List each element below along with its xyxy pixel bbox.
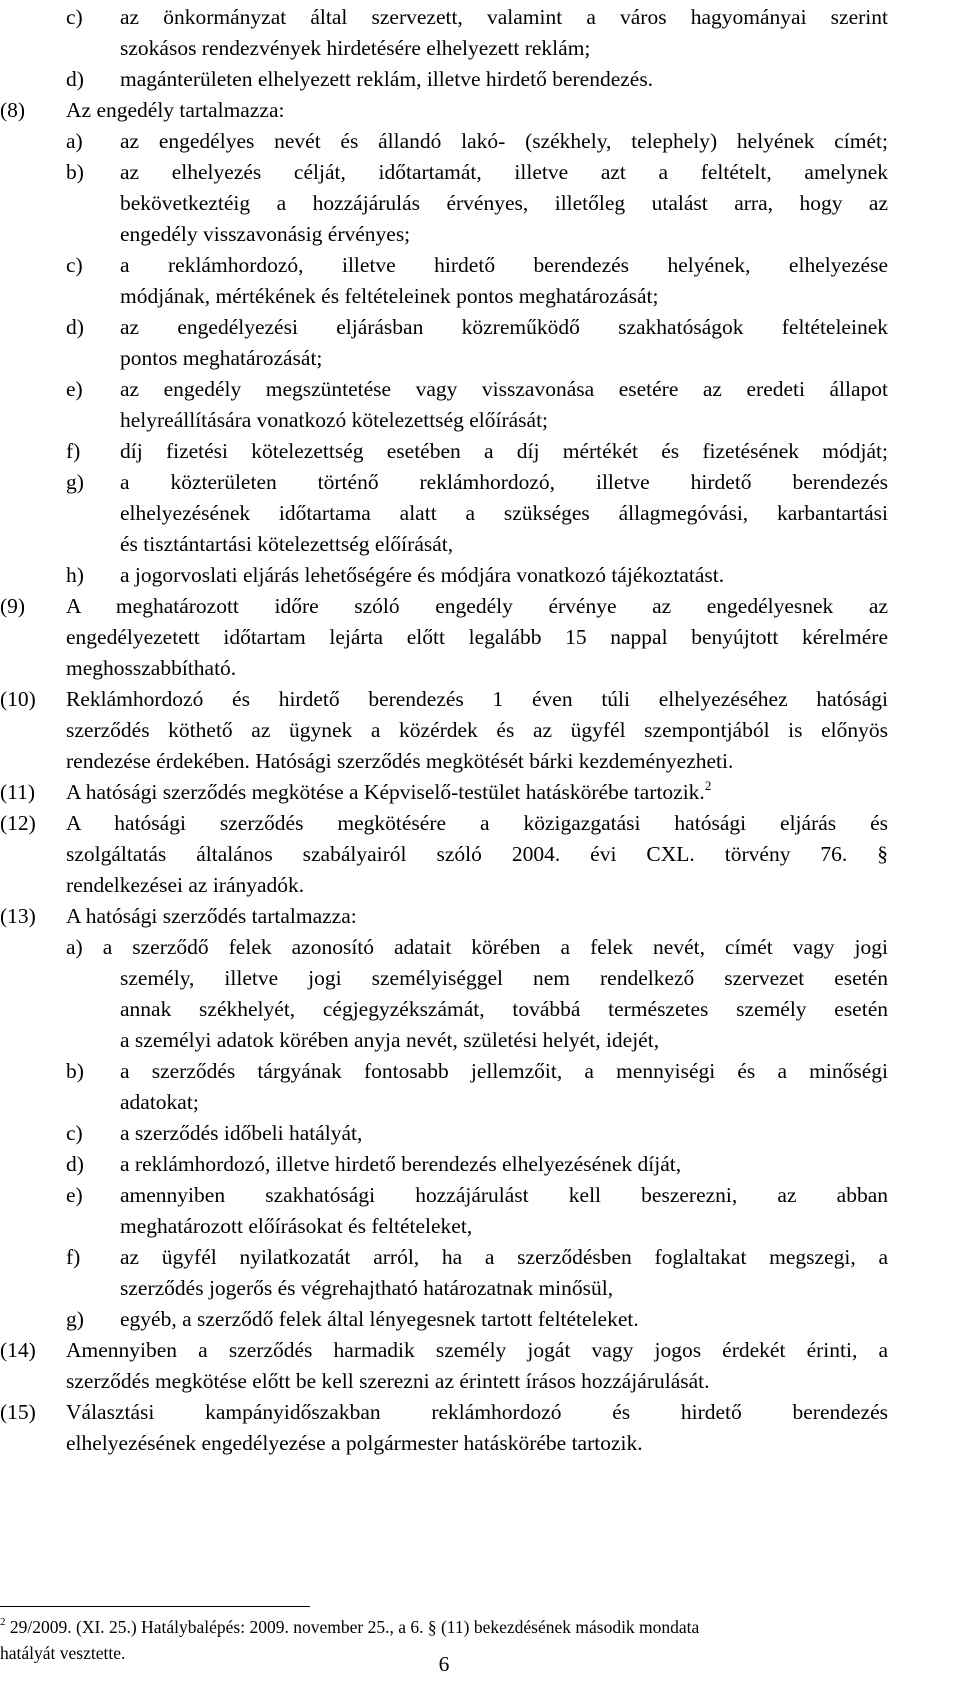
line-text [66, 1397, 888, 1428]
text-line [0, 870, 960, 901]
text-line [0, 188, 960, 219]
line-text [66, 95, 888, 126]
line-text-content: Amennyiben a szerződés harmadik személy jogát vagy jogos érdekét érinti, a [66, 1338, 888, 1362]
line-text-content: szokásos rendezvények hirdetésére elhelyezett reklám; [120, 36, 591, 60]
line-text-content: az engedélyezési eljárásban közreműködő szakhatóságok feltételeinek [120, 315, 888, 339]
line-text [120, 467, 888, 498]
line-text [66, 1428, 888, 1459]
line-text-content: módjának, mértékének és feltételeinek pontos meghatározását; [120, 284, 659, 308]
line-text-content: az önkormányzat által szervezett, valamint a város hagyományai szerint [120, 5, 888, 29]
text-line [0, 498, 960, 529]
line-text-content: rendezése érdekében. Hatósági szerződés megkötését bárki kezdeményezheti. [66, 749, 734, 773]
line-text [120, 281, 888, 312]
line-text-content: A hatósági szerződés megkötése a Képviselő-testület hatáskörébe tartozik. [66, 780, 705, 804]
text-line [0, 1149, 960, 1180]
line-text [120, 343, 888, 374]
line-text-content: pontos meghatározását; [120, 346, 323, 370]
text-line [0, 1428, 960, 1459]
text-line [0, 715, 960, 746]
list-item-label: d) [66, 315, 84, 339]
text-line [0, 1180, 960, 1211]
list-item-label: e) [66, 377, 83, 401]
text-line [0, 1087, 960, 1118]
text-line [0, 591, 960, 622]
line-text [120, 1242, 888, 1273]
line-text [120, 498, 888, 529]
text-line [0, 343, 960, 374]
line-text [66, 746, 888, 777]
text-line [0, 684, 960, 715]
line-text-content: a jogorvoslati eljárás lehetőségére és módjára vonatkozó tájékoztatást. [120, 563, 725, 587]
line-text [120, 963, 888, 994]
line-text-content: amennyiben szakhatósági hozzájárulást kell beszerezni, az abban [120, 1183, 888, 1207]
list-item-label: e) [66, 1183, 83, 1207]
line-text-content: szolgáltatás általános szabályairól szóló 2004. évi CXL. törvény 76. § [66, 842, 888, 866]
line-text [120, 126, 888, 157]
paragraph-number: (8) [0, 98, 26, 122]
text-line [0, 1056, 960, 1087]
line-text [66, 839, 888, 870]
line-text-content: a reklámhordozó, illetve hirdető berendezés elhelyezésének díját, [120, 1152, 682, 1176]
text-line [0, 932, 960, 963]
line-text [120, 405, 888, 436]
line-text-content: A hatósági szerződés tartalmazza: [66, 904, 357, 928]
line-text [120, 1211, 888, 1242]
text-line [0, 560, 960, 591]
line-text-content: elhelyezésének időtartama alatt a szükséges állagmegóvási, karbantartási [120, 501, 888, 525]
text-line [0, 126, 960, 157]
paragraph-number: (12) [0, 811, 36, 835]
text-line [0, 250, 960, 281]
line-text [120, 33, 888, 64]
text-line [0, 746, 960, 777]
line-text-content: helyreállítására vonatkozó kötelezettség előírását; [120, 408, 549, 432]
list-item-label: g) [66, 1307, 84, 1331]
line-text-content: a reklámhordozó, illetve hirdető berendezés helyének, elhelyezése [120, 253, 888, 277]
list-item-label: f) [66, 439, 81, 463]
line-text-content: az elhelyezés célját, időtartamát, illetve azt a feltételt, amelynek [120, 160, 888, 184]
line-text-content: rendelkezései az irányadók. [66, 873, 305, 897]
list-item-label: c) [66, 253, 83, 277]
list-item-label: b) [66, 160, 84, 184]
text-line [0, 467, 960, 498]
line-text [120, 1087, 888, 1118]
line-text-content: a szerződés időbeli hatályát, [120, 1121, 363, 1145]
line-text-content: elhelyezésének engedélyezése a polgármester hatáskörébe tartozik. [66, 1431, 643, 1455]
line-text [120, 560, 888, 591]
list-item-label: d) [66, 1152, 84, 1176]
text-line [0, 901, 960, 932]
line-text-content: díj fizetési kötelezettség esetében a díj mértékét és fizetésének módját; [120, 439, 888, 463]
line-text-content: annak székhelyét, cégjegyzékszámát, továbbá természetes személy esetén [120, 997, 888, 1021]
line-text [120, 1180, 888, 1211]
list-item-label: b) [66, 1059, 84, 1083]
line-text [66, 715, 888, 746]
paragraph-number: (10) [0, 687, 36, 711]
line-text [120, 374, 888, 405]
line-text-content: A hatósági szerződés megkötésére a közigazgatási hatósági eljárás és [66, 811, 888, 835]
line-text [120, 1304, 888, 1335]
line-text-content: szerződés megkötése előtt be kell szerezni az érintett írásos hozzájárulását. [66, 1369, 710, 1393]
paragraph-number: (11) [0, 780, 36, 804]
line-text [120, 219, 888, 250]
line-text-content: az engedély megszüntetése vagy visszavonása esetére az eredeti állapot [120, 377, 888, 401]
text-line [0, 219, 960, 250]
line-text [66, 808, 888, 839]
line-text [66, 684, 888, 715]
line-text [120, 529, 888, 560]
line-text-content: engedélyezetett időtartam lejárta előtt legalább 15 nappal benyújtott kérelmére [66, 625, 888, 649]
paragraph-number: (9) [0, 594, 26, 618]
text-line [0, 312, 960, 343]
text-line [0, 1397, 960, 1428]
line-text [120, 188, 888, 219]
text-line [0, 994, 960, 1025]
line-text-content: engedély visszavonásig érvényes; [120, 222, 411, 246]
text-line [0, 963, 960, 994]
text-line [0, 1118, 960, 1149]
text-line [0, 1211, 960, 1242]
text-line [0, 1304, 960, 1335]
line-text-content: Választási kampányidőszakban reklámhordozó és hirdető berendezés [66, 1400, 888, 1424]
line-text [120, 994, 888, 1025]
text-line [0, 529, 960, 560]
line-text [120, 1118, 888, 1149]
footnote-text-1: 29/2009. (XI. 25.) Hatálybalépés: 2009. november 25., a 6. § (11) bekezdésének második mondata [9, 1617, 700, 1637]
line-text [120, 1025, 888, 1056]
line-text [66, 1335, 888, 1366]
line-text-content: személy, illetve jogi személyiséggel nem rendelkező szervezet esetén [120, 966, 888, 990]
line-text [120, 157, 888, 188]
list-item-label: g) [66, 470, 84, 494]
line-text-content: bekövetkeztéig a hozzájárulás érvényes, illetőleg utalást arra, hogy az [120, 191, 888, 215]
line-text [120, 436, 888, 467]
line-text [120, 1056, 888, 1087]
line-text-content: a szerződés tárgyának fontosabb jellemzőit, a mennyiségi és a minőségi [120, 1059, 888, 1083]
line-text [66, 591, 888, 622]
line-text-content: és tisztántartási kötelezettség előírását, [120, 532, 454, 556]
paragraph-number: (13) [0, 904, 36, 928]
text-line [0, 1242, 960, 1273]
line-text-content: adatokat; [120, 1090, 199, 1114]
text-line [0, 436, 960, 467]
footnote-line-1 [0, 1614, 699, 1640]
line-text-content: meghatározott előírásokat és feltételeket, [120, 1214, 473, 1238]
text-line [0, 281, 960, 312]
text-line [0, 95, 960, 126]
list-item-label: d) [66, 67, 84, 91]
line-text [66, 622, 888, 653]
list-item-label: a) [66, 129, 83, 153]
line-text [120, 2, 888, 33]
text-line [0, 33, 960, 64]
line-text-content: az engedélyes nevét és állandó lakó- (székhely, telephely) helyének címét; [120, 129, 888, 153]
list-item-label: c) [66, 5, 83, 29]
page-number: 6 [438, 1652, 450, 1676]
list-item-label: h) [66, 563, 84, 587]
line-text [120, 250, 888, 281]
list-item-label: c) [66, 1121, 83, 1145]
text-line [0, 405, 960, 436]
line-text [120, 1273, 888, 1304]
text-line [0, 1025, 960, 1056]
text-line [0, 622, 960, 653]
list-item-label: f) [66, 1245, 81, 1269]
footnote-marker: 2 [0, 1616, 6, 1628]
text-line [0, 653, 960, 684]
line-text-content: az ügyfél nyilatkozatát arról, ha a szerződésben foglaltakat megszegi, a [120, 1245, 888, 1269]
line-text-content: a) a szerződő felek azonosító adatait körében a felek nevét, címét vagy jogi [66, 935, 888, 959]
line-text-content: szerződés köthető az ügynek a közérdek és az ügyfél szempontjából is előnyös [66, 718, 888, 742]
line-text [120, 64, 888, 95]
line-text-content: Az engedély tartalmazza: [66, 98, 285, 122]
footnote-reference: 2 [704, 778, 712, 793]
line-text [66, 1366, 888, 1397]
line-text [66, 901, 888, 932]
text-line [0, 374, 960, 405]
text-line [0, 777, 960, 808]
footnote-line-2: hatályát vesztette. [0, 1643, 126, 1663]
text-line [0, 64, 960, 95]
line-text [66, 870, 888, 901]
line-text-content: a személyi adatok körében anyja nevét, születési helyét, idejét, [120, 1028, 660, 1052]
line-text-content: A meghatározott időre szóló engedély érvénye az engedélyesnek az [66, 594, 888, 618]
text-line [0, 2, 960, 33]
line-text-content: egyéb, a szerződő felek által lényegesnek tartott feltételeket. [120, 1307, 639, 1331]
footnote-separator [0, 1606, 310, 1607]
line-text [66, 932, 888, 963]
line-text [66, 653, 888, 684]
paragraph-number: (15) [0, 1400, 36, 1424]
line-text [120, 1149, 888, 1180]
line-text-content: magánterületen elhelyezett reklám, illetve hirdető berendezés. [120, 67, 654, 91]
line-text [66, 777, 888, 808]
line-text-content: Reklámhordozó és hirdető berendezés 1 éven túli elhelyezéséhez hatósági [66, 687, 888, 711]
paragraph-number: (14) [0, 1338, 36, 1362]
line-text-content: szerződés jogerős és végrehajtható határozatnak minősül, [120, 1276, 614, 1300]
line-text-content: a közterületen történő reklámhordozó, illetve hirdető berendezés [120, 470, 888, 494]
text-line [0, 1273, 960, 1304]
text-line [0, 1335, 960, 1366]
text-line [0, 808, 960, 839]
line-text-content: meghosszabbítható. [66, 656, 237, 680]
text-line [0, 157, 960, 188]
text-line [0, 839, 960, 870]
line-text [120, 312, 888, 343]
text-line [0, 1366, 960, 1397]
